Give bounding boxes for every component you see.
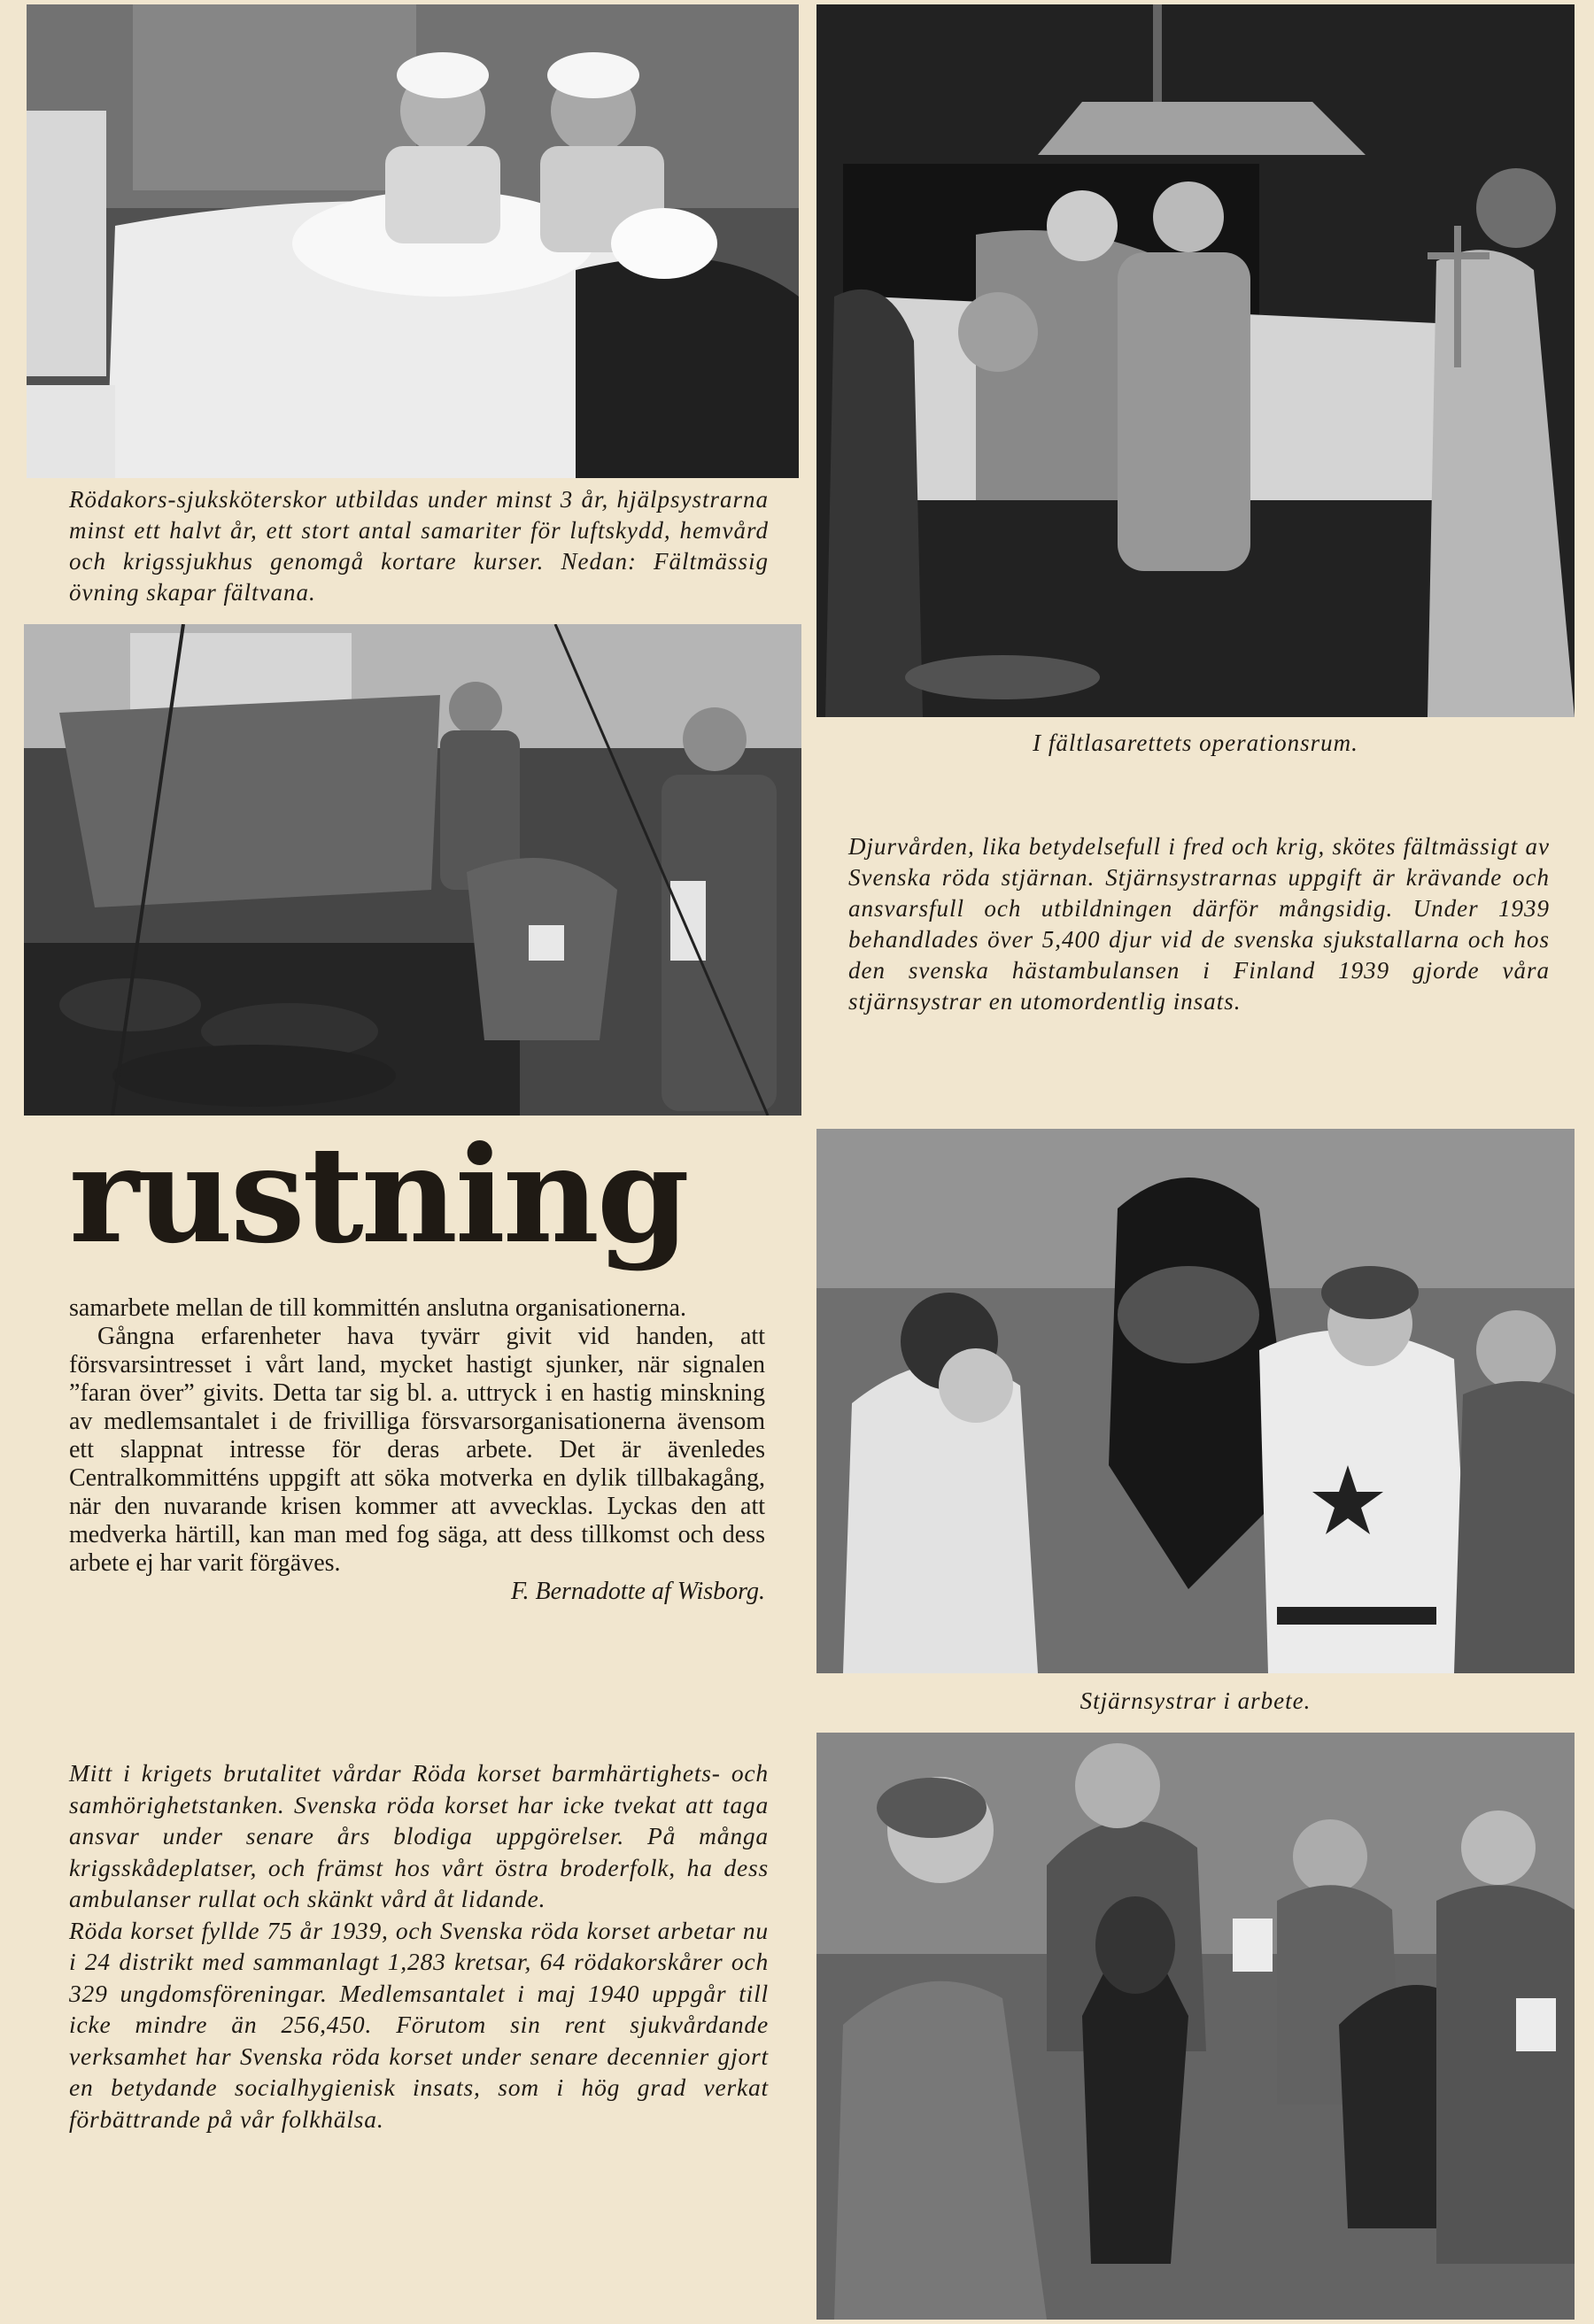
caption-animal-care: Djurvården, lika betydelsefull i fred och krig, skötes fältmässigt av Svenska röda stjärnan. Stjärnsystrarnas uppgift är krävande och ansvarsfull och utbildningen därför mångsidig. Under 1939 behandlades över 5,400 djur vid de svenska sjukstallarna och hos den svenska hästambulansen i Finland 1939 gjorde våra stjärnsystrar en utomordentlig insats. [848,833,1550,1015]
photo-operation-room [816,4,1575,717]
caption-nurses-text: Rödakors-sjuksköterskor utbildas under minst 3 år, hjälpsystrarna minst ett halvt år, ett stort antal samariter för luftskydd, hemvård och krigssjukhus genomgå kortare kurser. [69,486,769,575]
signature: F. Bernadotte af Wisborg. [511,1578,765,1605]
body-text [69,1294,765,1606]
caption-nurses [69,484,769,608]
caption-star-sisters: Stjärnsystrar i arbete. [1079,1687,1312,1714]
caption-operation: I fältlasarettets operationsrum. [1033,730,1358,756]
body-paragraph-2: Gångna erfarenheter hava tyvärr givit vid handen, att försvarsintresset i vårt land, mycket hastigt sjunker, när signalen ”faran över” givits. Detta tar sig bl. a. uttryck i en hastig minskning av medlemsantalet i de frivilliga försvarsorganisationerna ävensom ett slappnat intresse för deras arbete. Det är ävenledes Centralkommitténs uppgift att söka motverka en dylik tillbakagång, när den nuvarande krisen kommer att avvecklas. Lyckas den att medverka härtill, kan man med fog säga, att dess tillkomst och dess arbete ej har varit förgäves. [69,1323,765,1577]
photo-dogs [816,1733,1575,2320]
headline: rustning [69,1117,687,1273]
red-cross-paragraph-1: Mitt i krigets brutalitet vårdar Röda korset barmhärtighets- och samhörighetstanken. Svenska röda korset har icke tvekat att taga ansvar under senare års blodiga uppgörelser. På många krigsskådeplatser, och främst hos vårt östra broderfolk, ha dess ambulanser rullat och skänkt vård åt lidande. [69,1759,769,1912]
body-paragraph-1: samarbete mellan de till kommittén anslutna organisationerna. [69,1294,686,1322]
photo-horse-care [816,1129,1575,1673]
red-cross-paragraph-2: Röda korset fyllde 75 år 1939, och Svenska röda korset arbetar nu i 24 distrikt med sammanlagt 1,283 kretsar, 64 rödakorskårer och 329 ungdomsföreningar. Medlemsantalet i maj 1940 uppgår till icke mindre än 256,450. Förutom sin rent sjukvårdande verksamhet har Svenska röda korset under senare decennier gjort en betydande socialhygienisk insats, som i hög grad verkat förbättrande på vår folkhälsa. [69,1916,769,2133]
photo-field-exercise [24,624,801,1116]
caption-nurses-below: Nedan: Fältmässig övning skapar fältvana. [69,548,770,606]
photo-nurses-bedside [27,4,799,478]
red-cross-text [69,1757,769,2135]
